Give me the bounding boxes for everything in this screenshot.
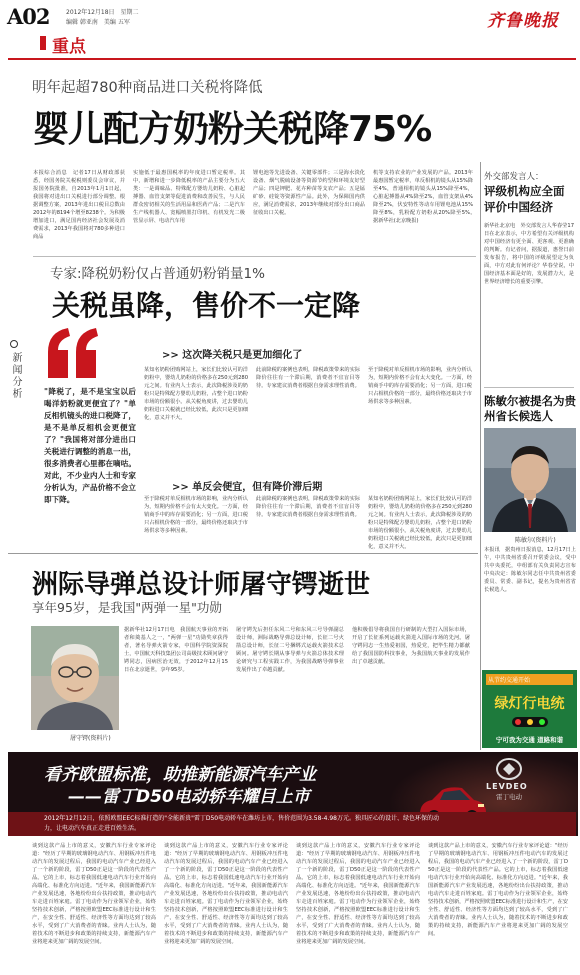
traffic-ad-main: 绿灯行电统 [494,696,565,712]
story2-subtitle-quote: "两弹一星" [135,600,197,615]
ev-ad-logo-cn: 雷丁电动 [496,793,522,801]
story2-col1: 据新华社12月17日电 我国航天事业的开拓者和奠基人之一，"两弹一星"功勋奖章获得者，著名导弹火箭专家，中国科学院资深院士，中国航天科技集团公司高级技术顾问屠守锷同志，因病医治无效，于2012年12月15日在北京逝世，享年95岁。 [124,627,228,673]
sidebar-headline: 评级机构应全面评价中国经济 [484,184,565,214]
story1-body-a1: 某知名奶粉团购网站上，家长们比较认可的洋奶粉中，婴幼儿奶粉的价格多在250元到280元之间。有业内人士表示，此次降税涉及的奶粉只是特殊配方婴幼儿奶粉，占整个进口奶粉市场的份额很小。从关税角度讲，过去婴幼儿奶粉进口关税就已经比较低，此次只是更加细化，意义并不大。 [144,367,248,421]
ev-ad-line2: ——雷丁D50电动轿车耀目上市 [68,787,310,807]
traffic-ad-light-icon [512,717,548,727]
story2-col3: 他积极倡导将我国自行研制的大型打入国际市场，开启了长征系列运载火箭进入国际市场的先河。屠守锷同志一生热爱祖国，热爱党，把毕生精力都献给了我国国防科技事业，为我国航天事业的发展作出了卓越贡献。 [352,627,470,665]
ev-article-col1: 谈到这款产品上市的意义，安徽汽车行业专家评论道："经历了早期的玻璃钢电动汽车、用钢板冲压件电动汽车的发展过程后，我国的电动汽车产业已经进入了一个新的阶段，雷丁D50正是这一阶段的代表性产品。它的上市，标志着我国低速电动汽车行业开始向高端化、标准化方向迈进。"近年来，我国新能源汽车产业发展迅速，各地纷纷出台扶持政策，推动电动汽车走进百姓家庭。雷丁电动作为行业领军企业，始终坚持技术创新，严格按照欧盟EEC标准进行设计和生产，在安全性、舒适性、经济性等方面均达到了较高水平，受到了广大消费者的青睐。业内人士认为，随着技术的不断进步和政策的持续支持，新能源汽车产业将迎来更加广阔的发展空间。 [32,843,156,945]
section-marker [40,36,46,50]
analysis-label: 新闻分析 [10,352,21,400]
story1-kicker: 明年起超780种商品进口关税将降低 [32,80,263,96]
scientist-portrait [31,626,119,730]
masthead [0,0,580,60]
person-text: 本报讯 据贵州日报消息，12月17日上午，中共贵州省委召开常委会议，受中共中央委托，中组部有关负责同志宣布中央决定：陈敏尔同志任中共贵州省委委员、常委、副书记，提名为贵州省省长候选人。 [484,547,576,593]
ev-article-col3: 谈到这款产品上市的意义，安徽汽车行业专家评论道："经历了早期的玻璃钢电动汽车、用钢板冲压件电动汽车的发展过程后，我国的电动汽车产业已经进入了一个新的阶段，雷丁D50正是这一阶段的代表性产品。它的上市，标志着我国低速电动汽车行业开始向高端化、标准化方向迈进。"近年来，我国新能源汽车产业发展迅速，各地纷纷出台扶持政策，推动电动汽车走进百姓家庭。雷丁电动作为行业领军企业，始终坚持技术创新，严格按照欧盟EEC标准进行设计和生产，在安全性、舒适性、经济性等方面均达到了较高水平，受到了广大消费者的青睐。业内人士认为，随着技术的不断进步和政策的持续支持，新能源汽车产业将迎来更加广阔的发展空间。 [296,843,420,945]
story1-divider [33,256,476,257]
story1-headline: 婴儿配方奶粉关税降75% [33,109,432,150]
portrait-caption: 陈敏尔(资料片) [515,537,556,544]
analysis-bullet-icon [10,340,18,348]
ev-ad-logo-icon [496,758,522,780]
sidebar-text: 新华社北京电 外交部发言人华春莹17日在北京表示，中方希望有关评级机构对中国经济有更全面、更客观、更准确的判断。有记者问，据报道，惠誉日前发布报告，将中国的评级展望定为负面，中方对此有何评论？华春莹说，中国经济基本面是好的，发展潜力大，是世界经济增长的重要引擎。 [484,223,574,285]
traffic-ad [482,670,577,748]
sidebar-rule [484,387,574,388]
story1-col3: 锂电池等先进设备、关键零部件；三是海水淡化设备、烟气脱硫设备等资源节约型和环境友好型产品；四是钾肥、花卉种苗等支农产品；五是锰矿砂、硅锭等资源性产品。此外，为保障国内供应，满足消费需求，2013年继续对部分出口商品征收出口关税。 [253,170,365,216]
subhead-b: >> 单反会便宜，但有降价滞后期 [172,482,323,493]
story1-body-b2: 此前降税的案例也表明，降税政策带来的实际降价往往有一个滞后期，消费者不宜盲目等待。专家建议消费者根据自身需求理性消费。 [256,496,360,518]
story2-subtitle-post: 功勋 [196,600,222,615]
person-headline: 陈敏尔被提名为贵州省长候选人 [484,394,576,423]
story1-col1: 本报综合消息 记者17日从财政部获悉，经国务院关税税则委员会审议，并报国务院批准，自2013年1月1日起，我国将对进出口关税进行部分调整。根据调整方案，2013年进出口税目总数由2012年的8194个增至8238个。为积极增加进口，满足国内经济社会发展及消费需求，2013年我国将对780多种进口商品 [33,170,125,240]
quote-mark-icon [44,328,100,380]
subhead-a: >> 这次降关税只是更加细化了 [162,350,303,361]
story1-bottom-rule [8,553,478,554]
ev-ad-line1: 看齐欧盟标准，助推新能源汽车产业 [44,765,316,785]
sidebar-divider [480,162,481,750]
story1-body-b3: 某知名奶粉团购网站上，家长们比较认可的洋奶粉中，婴幼儿奶粉的价格多在250元到280元之间。有业内人士表示，此次降税涉及的奶粉只是特殊配方婴幼儿奶粉，占整个进口奶粉市场的份额很小。从关税角度讲，过去婴幼儿奶粉进口关税就已经比较低，此次只是更加细化，意义并不大。 [368,496,472,550]
story2-col2: 屠守锷先后担任东风二号和东风三号导弹副总设计师，洲际战略导弹总设计师，长征二号火箭总设计师，长征二号捆绑式运载火箭技术总顾问。屠守锷长期从事导弹与火箭总体技术理论研究与工程实践工作，为我国战略导弹事业发展作出了卓越贡献。 [236,627,344,673]
sidebar-label: 外交部发言人： [484,172,544,182]
story1-col2: 实施低于最惠国税率的年度进口暂定税率。其中，新增和进一步降低税率的产品主要分为五大类：一是调味品、特殊配方婴幼儿奶粉、心脏起搏器、血管支架等促进消费和改善民生，与人民群众密切相关的生活用品和医药产品；二是汽车生产线机器人、宽幅喷墨打印机、有机发光二极管显示屏、电动汽车用 [133,170,245,224]
news-analysis-tag [8,340,22,400]
ev-ad-logo-en: LEVDEO [486,782,528,791]
page-number: A02 [7,4,50,29]
story1-sub-kicker: 专家:降税奶粉仅占普通奶粉销量1% [50,266,265,282]
issue-date: 2012年12月18日 星期二 [66,9,139,16]
section-name: 重点 [52,37,86,57]
traffic-ad-top: 从节约交通开始 [486,674,573,685]
ev-ad-body: 2012年12月12日，依照欧盟EEC标准打造的"全能新贵"雷丁D50电动轿车在潍坊上市，售价范围为3.58-4.98万元。独具匠心的设计、绿色环保的动力，让电动汽车真正走进百姓生活。 [44,815,439,832]
story1-body-b1: 至于降税对单反相机市场的影响，业内分析认为，短期内价格不会有太大变化。一方面，经销商手中的库存需要消化；另一方面，进口税只占相机价格的一部分，最终价格还取决于市场供求等多种因素。 [144,496,248,534]
story1-sub-headline: 关税虽降，售价不一定降 [52,289,361,322]
story1-body-a2: 此前降税的案例也表明，降税政策带来的实际降价往往有一个滞后期，消费者不宜盲目等待。专家建议消费者根据自身需求理性消费。 [256,367,360,389]
ev-article-col2: 谈到这款产品上市的意义，安徽汽车行业专家评论道："经历了早期的玻璃钢电动汽车、用钢板冲压件电动汽车的发展过程后，我国的电动汽车产业已经进入了一个新的阶段，雷丁D50正是这一阶段的代表性产品。它的上市，标志着我国低速电动汽车行业开始向高端化、标准化方向迈进。"近年来，我国新能源汽车产业发展迅速，各地纷纷出台扶持政策，推动电动汽车走进百姓家庭。雷丁电动作为行业领军企业，始终坚持技术创新，严格按照欧盟EEC标准进行设计和生产，在安全性、舒适性、经济性等方面均达到了较高水平，受到了广大消费者的青睐。业内人士认为，随着技术的不断进步和政策的持续支持，新能源汽车产业将迎来更加广阔的发展空间。 [164,843,288,945]
official-portrait [484,428,576,532]
story1-body-a3: 至于降税对单反相机市场的影响，业内分析认为，短期内价格不会有太大变化。一方面，经销商手中的库存需要消化；另一方面，进口税只占相机价格的一部分，最终价格还取决于市场供求等多种因素。 [368,367,472,405]
story2-subtitle-pre: 享年95岁，是我国 [32,600,136,615]
traffic-ad-bottom: 宁可我为交通 道路和谐 [495,736,564,744]
quote-text: "降税了，是不是宝宝以后喝洋奶粉就更便宜了？"单反相机镜头的进口税降了，是不是单反相机会更便宜了？"我国将对部分进出口关税进行调整的消息一出，很多消费者心里都在嘀咕。对此，不少业内人士和专家分析认为，产品价格不会立即下降。 [44,387,136,504]
ev-article-col4: 谈到这款产品上市的意义，安徽汽车行业专家评论道："经历了早期的玻璃钢电动汽车、用钢板冲压件电动汽车的发展过程后，我国的电动汽车产业已经进入了一个新的阶段，雷丁D50正是这一阶段的代表性产品。它的上市，标志着我国低速电动汽车行业开始向高端化、标准化方向迈进。"近年来，我国新能源汽车产业发展迅速，各地纷纷出台扶持政策，推动电动汽车走进百姓家庭。雷丁电动作为行业领军企业，始终坚持技术创新，严格按照欧盟EEC标准进行设计和生产，在安全性、舒适性、经济性等方面均达到了较高水平，受到了广大消费者的青睐。业内人士认为，随着技术的不断进步和政策的持续支持，新能源汽车产业将迎来更加广阔的发展空间。 [428,843,568,937]
story2-subtitle [32,598,222,616]
editor-credits: 编辑 韩亚南 美编 五军 [66,19,130,26]
masthead-rule [8,58,576,60]
newspaper-logo: 齐鲁晚报 [487,11,559,31]
ev-ad-banner [8,752,576,836]
scientist-caption: 屠守锷(资料片) [70,735,111,742]
story1-col4: 机等支持农业的产业发展的产品。2013年最惠国暂定税率，单反相机的镜头从15%降至4%，普通相机的镜头从15%降至4%，心脏起搏器从4%降至2%，血管支架从4%降至2%，伏安特性等动车用锂电池从15%降至8%，乳粉配方奶粉从20%降至5%。 据新华社(北京晚报) [373,170,479,224]
story2-headline: 洲际导弹总设计师屠守锷逝世 [32,570,371,600]
